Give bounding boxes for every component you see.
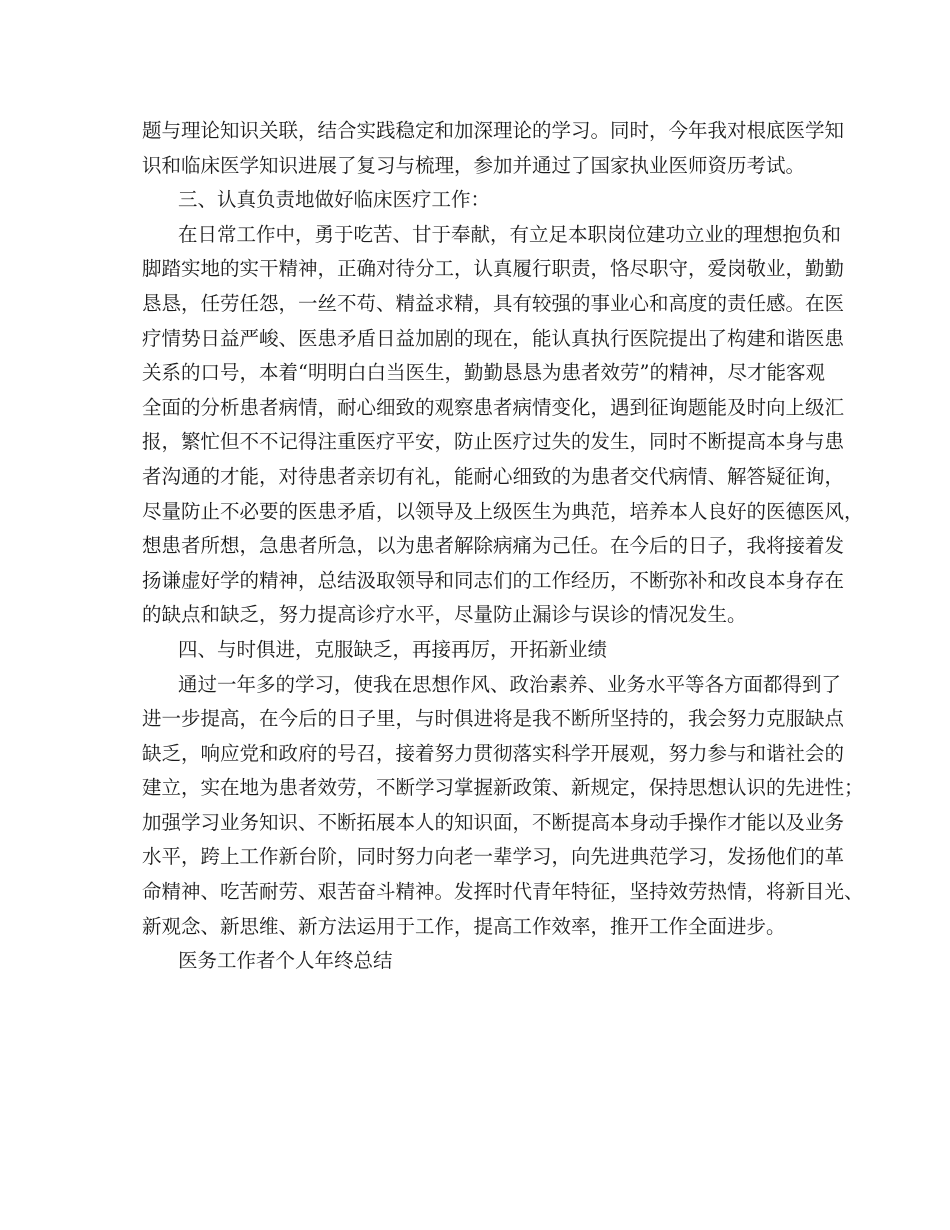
text-line: 医务工作者个人年终总结 <box>178 949 393 973</box>
text-line: 新观念、新思维、新方法运用于工作，提高工作效率，推开工作全面进步。 <box>142 914 786 938</box>
text-line: 通过一年多的学习，使我在思想作风、政治素养、业务水平等各方面都得到了 <box>178 672 842 696</box>
text-line: 扬谦虚好学的精神，总结汲取领导和同志们的工作经历，不断弥补和改良本身存在 <box>142 568 845 592</box>
text-line: 命精神、吃苦耐劳、艰苦奋斗精神。发挥时代青年特征，坚持效劳热情，将新目光、 <box>142 880 864 904</box>
text-line: 全面的分析患者病情，耐心细致的观察患者病情变化，遇到征询题能及时向上级汇 <box>142 395 845 419</box>
text-line: 的缺点和缺乏，努力提高诊疗水平，尽量防止漏诊与误诊的情况发生。 <box>142 603 747 627</box>
text-line: 关系的口号，本着“明明白白当医生，勤勤恳恳为患者效劳”的精神，尽才能客观 <box>142 361 825 385</box>
text-line: 识和临床医学知识进展了复习与梳理，参加并通过了国家执业医师资历考试。 <box>142 153 806 177</box>
text-line: 疗情势日益严峻、医患矛盾日益加剧的现在，能认真执行医院提出了构建和谐医患 <box>142 326 845 350</box>
text-line: 缺乏，响应党和政府的号召，接着努力贯彻落实科学开展观，努力参与和谐社会的 <box>142 741 845 765</box>
document-body <box>142 114 864 979</box>
text-line: 建立，实在地为患者效劳，不断学习掌握新政策、新规定，保持思想认识的先进性； <box>142 776 864 800</box>
text-line: 想患者所想，急患者所急，以为患者解除病痛为己任。在今后的日子，我将接着发 <box>142 534 845 558</box>
text-line: 加强学习业务知识、不断拓展本人的知识面，不断提高本身动手操作才能以及业务 <box>142 810 845 834</box>
text-line: 者沟通的才能，对待患者亲切有礼，能耐心细致的为患者交代病情、解答疑征询， <box>142 464 845 488</box>
text-line: 进一步提高，在今后的日子里，与时俱进将是我不断所坚持的，我会努力克服缺点 <box>142 707 845 731</box>
text-line: 水平，跨上工作新台阶，同时努力向老一辈学习，向先进典范学习，发扬他们的革 <box>142 845 845 869</box>
text-line: 在日常工作中，勇于吃苦、甘于奉献，有立足本职岗位建功立业的理想抱负和 <box>178 222 842 246</box>
text-line: 恳恳，任劳任怨，一丝不苟、精益求精，具有较强的事业心和高度的责任感。在医 <box>142 291 845 315</box>
text-line: 题与理论知识关联，结合实践稳定和加深理论的学习。同时，今年我对根底医学知 <box>142 119 845 142</box>
text-line: 三、认真负责地做好临床医疗工作： <box>178 188 491 212</box>
text-line: 尽量防止不必要的医患矛盾，以领导及上级医生为典范，培养本人良好的医德医风， <box>142 499 864 523</box>
text-line: 四、与时俱进，克服缺乏，再接再厉，开拓新业绩 <box>178 637 608 661</box>
text-line: 脚踏实地的实干精神，正确对待分工，认真履行职责，恪尽职守，爱岗敬业，勤勤 <box>142 257 845 281</box>
text-line: 报，繁忙但不不记得注重医疗平安，防止医疗过失的发生，同时不断提高本身与患 <box>142 430 845 454</box>
